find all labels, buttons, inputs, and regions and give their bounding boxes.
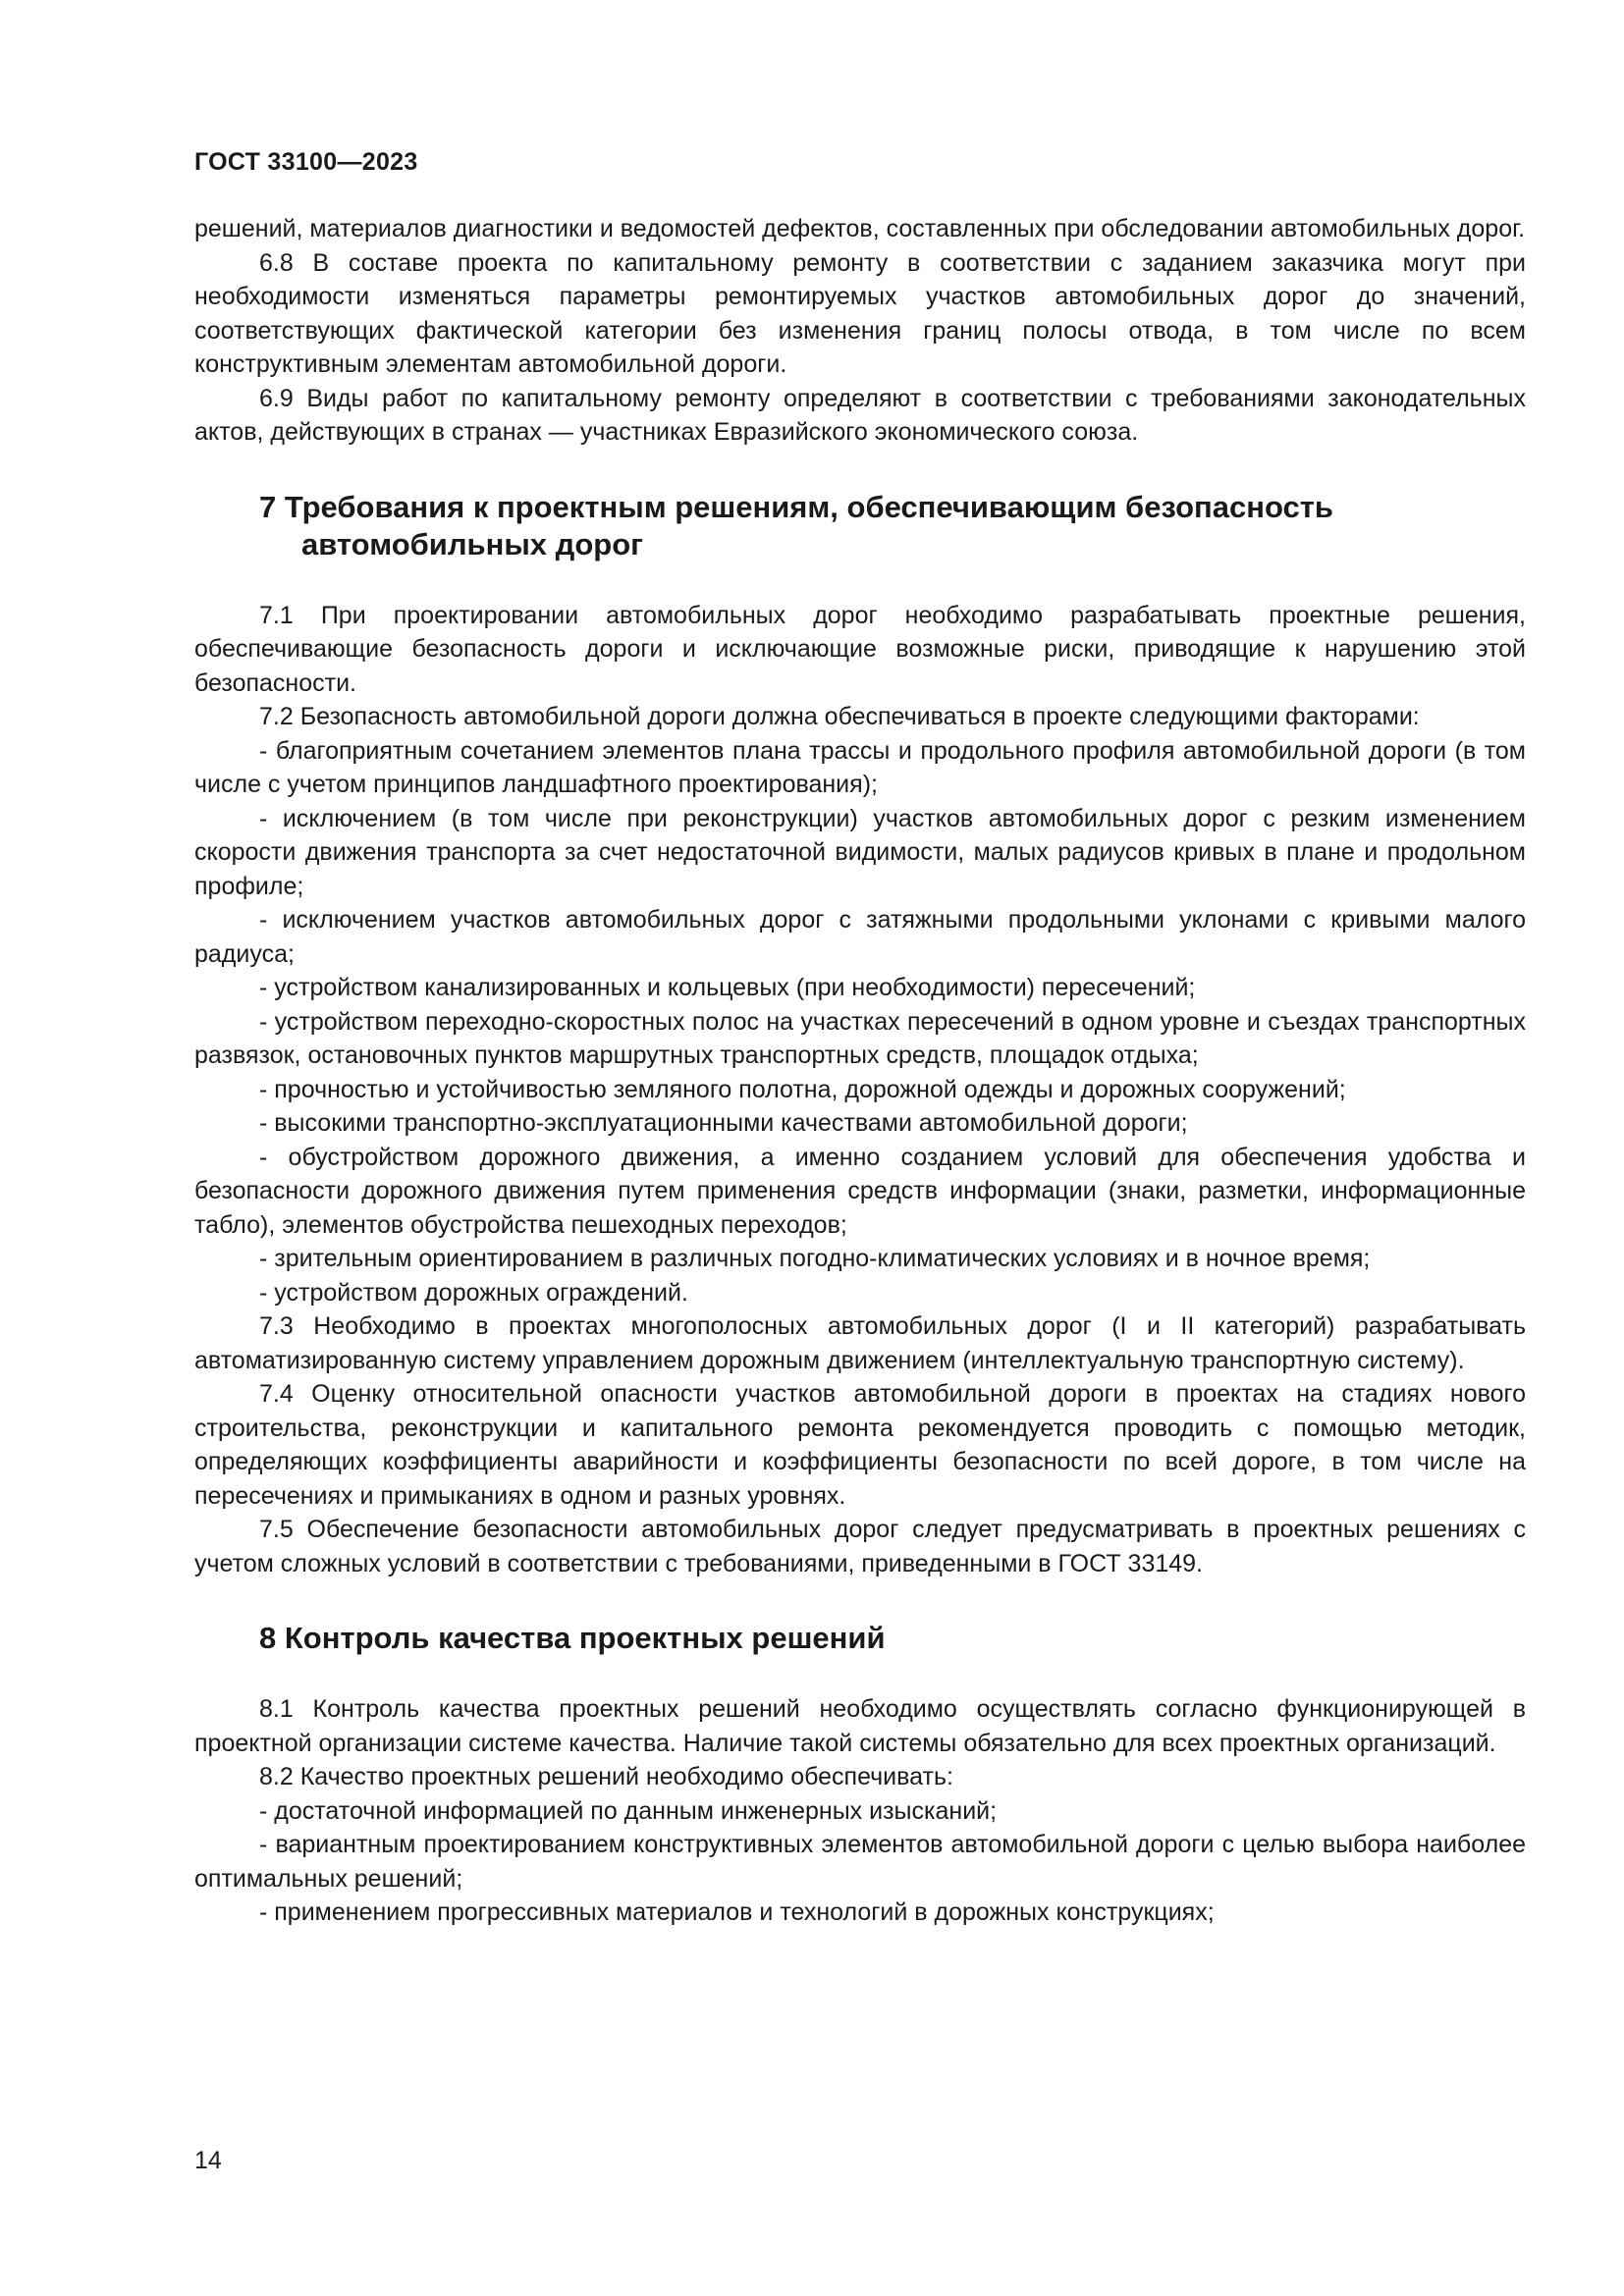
- list-item: - устройством канализированных и кольцевых (при необходимости) пересечений;: [259, 974, 1196, 1001]
- document-page: [194, 147, 1526, 1930]
- list-item: - исключением участков автомобильных дорог с затяжными продольными уклонами с кривыми малого радиуса;: [194, 906, 1526, 968]
- paragraph-7-3: 7.3 Необходимо в проектах многополосных автомобильных дорог (I и II категорий) разрабатывать автоматизированную систему управлением дорожным движением (интеллектуальную транспортную систему).: [194, 1312, 1526, 1374]
- list-item: - применением прогрессивных материалов и технологий в дорожных конструкциях;: [259, 1898, 1215, 1926]
- paragraph-8-2: 8.2 Качество проектных решений необходимо обеспечивать:: [259, 1763, 953, 1790]
- list-item: - благоприятным сочетанием элементов плана трассы и продольного профиля автомобильной дороги (в том числе с учетом принципов ландшафтного проектирования);: [194, 736, 1526, 798]
- paragraph-7-5: 7.5 Обеспечение безопасности автомобильных дорог следует предусматривать в проектных решениях с учетом сложных условий в соответствии с требованиями, приведенными в ГОСТ 33149.: [194, 1516, 1526, 1577]
- list-item: - устройством дорожных ограждений.: [259, 1278, 688, 1307]
- list-item: - вариантным проектированием конструктивных элементов автомобильной дороги с целью выбора наиболее оптимальных решений;: [194, 1831, 1526, 1893]
- paragraph-6-8: 6.8 В составе проекта по капитальному ремонту в соответствии с заданием заказчика могут при необходимости изменяться параметры ремонтируемых участков автомобильных дорог до значений, соответствующих фактической категории без изменения границ полосы отвода, в том числе по всем конструктивным элементам автомобильной дороги.: [194, 248, 1526, 378]
- paragraph-6-9: 6.9 Виды работ по капитальному ремонту определяют в соответствии с требованиями законодательных актов, действующих в странах — участниках Евразийского экономического союза.: [194, 384, 1526, 446]
- document-id-header: ГОСТ 33100—2023: [194, 148, 418, 176]
- paragraph-8-1: 8.1 Контроль качества проектных решений необходимо осуществлять согласно функционирующей в проектной организации системе качества. Наличие такой системы обязательно для всех проектных организаций.: [194, 1695, 1526, 1757]
- list-item: - достаточной информацией по данным инженерных изысканий;: [259, 1796, 998, 1825]
- page-number: 14: [194, 2147, 222, 2174]
- section-7-heading-line-2: автомобильных дорог: [301, 526, 644, 561]
- paragraph-7-2: 7.2 Безопасность автомобильной дороги должна обеспечиваться в проекте следующими факторами:: [259, 703, 1420, 730]
- list-item: - исключением (в том числе при реконструкции) участков автомобильных дорог с резким изменением скорости движения транспорта за счет недостаточной видимости, малых радиусов кривых в плане и продольном профиле;: [194, 804, 1526, 900]
- list-item: - высокими транспортно-эксплуатационными качествами автомобильной дороги;: [259, 1109, 1188, 1137]
- section-8-heading: [194, 1620, 1526, 1657]
- paragraph-7-4: 7.4 Оценку относительной опасности участков автомобильной дороги в проектах на стадиях нового строительства, реконструкции и капитального ремонта рекомендуется проводить с помощью методик, определяющих коэффициенты аварийности и коэффициенты безопасности по всей дороге, в том числе на пересечениях и примыканиях в одном и разных уровнях.: [194, 1380, 1526, 1510]
- list-item: - обустройством дорожного движения, а именно созданием условий для обеспечения удобства и безопасности дорожного движения путем применения средств информации (знаки, разметки, информационные табло), элементов обустройства пешеходных переходов;: [194, 1143, 1526, 1239]
- list-item: - зрительным ориентированием в различных погодно-климатических условиях и в ночное время;: [259, 1245, 1371, 1272]
- section-8-heading-text: 8 Контроль качества проектных решений: [259, 1621, 886, 1655]
- list-item: - прочностью и устойчивостью земляного полотна, дорожной одежды и дорожных сооружений;: [259, 1075, 1346, 1103]
- paragraph-continuation: решений, материалов диагностики и ведомостей дефектов, составленных при обследовании автомобильных дорог.: [194, 215, 1526, 242]
- paragraph-7-1: 7.1 При проектировании автомобильных дорог необходимо разрабатывать проектные решения, обеспечивающие безопасность дороги и исключающие возможные риски, приводящие к нарушению этой безопасности.: [194, 601, 1526, 697]
- list-item: - устройством переходно-скоростных полос на участках пересечений в одном уровне и съездах транспортных развязок, остановочных пунктов маршрутных транспортных средств, площадок отдыха;: [194, 1007, 1526, 1069]
- section-7-heading: [194, 489, 1526, 563]
- section-7-heading-line-1: 7 Требования к проектным решениям, обеспечивающим безопасность: [259, 489, 1333, 524]
